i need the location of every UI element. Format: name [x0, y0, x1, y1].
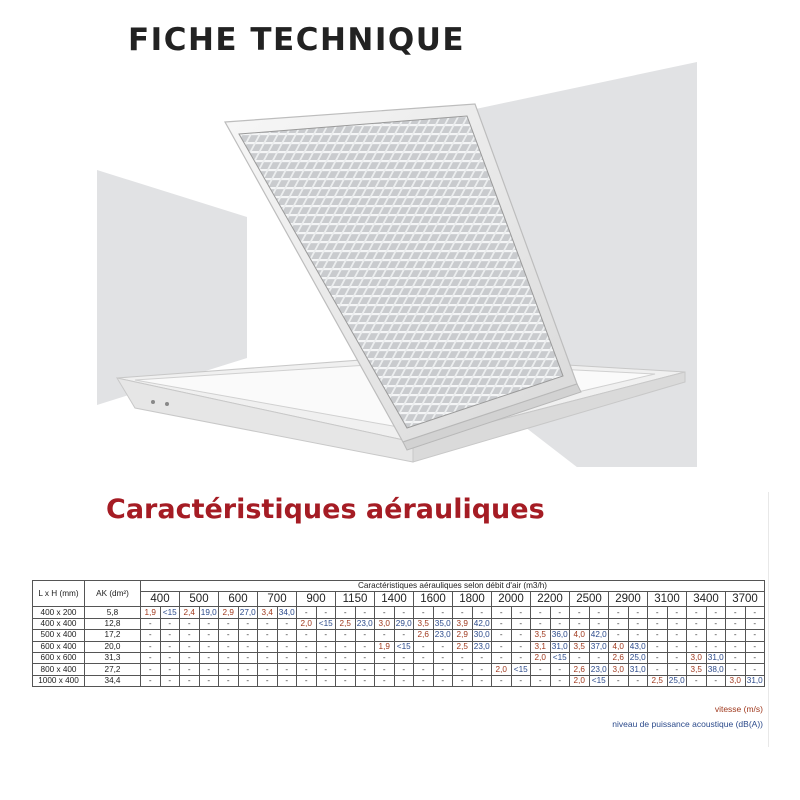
table-row [33, 675, 765, 686]
empty-cell: - [199, 664, 219, 675]
empty-cell: - [667, 630, 687, 641]
flow-header-cell: 2000 [492, 592, 531, 607]
empty-cell: - [531, 618, 551, 629]
velocity-cell: 3,0 [609, 664, 629, 675]
row-dimension: 1000 x 400 [33, 675, 85, 686]
acoustic-cell: <15 [511, 664, 531, 675]
empty-cell: - [492, 630, 512, 641]
empty-cell: - [160, 675, 180, 686]
empty-cell: - [297, 652, 317, 663]
empty-cell: - [219, 675, 239, 686]
empty-cell: - [375, 630, 395, 641]
empty-cell: - [238, 641, 258, 652]
velocity-cell: 3,0 [726, 675, 746, 686]
velocity-cell: 4,0 [609, 641, 629, 652]
flow-header-row [33, 592, 765, 607]
empty-cell: - [667, 618, 687, 629]
empty-cell: - [355, 630, 375, 641]
header-ak: AK (dm²) [85, 581, 141, 607]
velocity-cell: 2,0 [297, 618, 317, 629]
flow-header-cell: 3700 [726, 592, 765, 607]
row-dimension: 400 x 400 [33, 618, 85, 629]
acoustic-cell: 37,0 [590, 641, 607, 651]
empty-cell: - [628, 630, 648, 641]
empty-cell: - [355, 607, 375, 618]
empty-cell: - [258, 652, 278, 663]
airflow-table [32, 580, 765, 687]
empty-cell: - [160, 630, 180, 641]
row-dimension: 800 x 400 [33, 664, 85, 675]
empty-cell: - [687, 630, 707, 641]
empty-cell: - [219, 652, 239, 663]
empty-cell: - [355, 664, 375, 675]
empty-cell: - [433, 652, 453, 663]
empty-cell: - [160, 664, 180, 675]
row-ak: 20,0 [85, 641, 141, 652]
airflow-table-grid [32, 580, 765, 687]
acoustic-cell: 25,0 [629, 653, 646, 663]
empty-cell: - [706, 607, 726, 618]
empty-cell: - [706, 618, 726, 629]
empty-cell: - [141, 652, 161, 663]
empty-cell: - [570, 618, 590, 629]
empty-cell: - [375, 652, 395, 663]
empty-cell: - [180, 664, 200, 675]
empty-cell: - [219, 664, 239, 675]
empty-cell: - [745, 652, 765, 663]
header-dimensions: L x H (mm) [33, 581, 85, 607]
empty-cell: - [199, 641, 219, 652]
empty-cell: - [394, 664, 414, 675]
velocity-cell: 2,6 [570, 664, 590, 675]
acoustic-cell: 23,0 [356, 618, 373, 628]
flow-header-cell: 900 [297, 592, 336, 607]
velocity-cell: 3,5 [687, 664, 707, 675]
table-row [33, 664, 765, 675]
empty-cell: - [297, 641, 317, 652]
velocity-cell: 2,4 [180, 607, 200, 618]
empty-cell: - [687, 675, 707, 686]
empty-cell: - [258, 618, 278, 629]
acoustic-cell: 34,0 [278, 607, 295, 617]
empty-cell: - [453, 652, 473, 663]
empty-cell: - [238, 664, 258, 675]
velocity-cell: 2,5 [336, 618, 356, 629]
empty-cell: - [570, 652, 590, 663]
empty-cell: - [238, 618, 258, 629]
empty-cell: - [414, 664, 434, 675]
empty-cell: - [726, 652, 746, 663]
legend-acoustic: niveau de puissance acoustique (dB(A)) [612, 719, 763, 729]
empty-cell: - [628, 607, 648, 618]
empty-cell: - [375, 607, 395, 618]
table-row [33, 641, 765, 652]
empty-cell: - [355, 652, 375, 663]
velocity-cell: 2,9 [219, 607, 239, 618]
empty-cell: - [394, 652, 414, 663]
empty-cell: - [219, 630, 239, 641]
velocity-cell: 3,4 [258, 607, 278, 618]
empty-cell: - [492, 607, 512, 618]
empty-cell: - [316, 607, 336, 618]
acoustic-cell: <15 [160, 607, 180, 618]
flow-header-cell: 400 [141, 592, 180, 607]
empty-cell: - [511, 630, 531, 641]
page-title: FICHE TECHNIQUE [128, 22, 466, 58]
flow-header-cell: 3400 [687, 592, 726, 607]
empty-cell: - [726, 630, 746, 641]
empty-cell: - [550, 618, 570, 629]
empty-cell: - [219, 618, 239, 629]
empty-cell: - [414, 652, 434, 663]
empty-cell: - [745, 630, 765, 641]
empty-cell: - [687, 618, 707, 629]
velocity-cell: 2,6 [414, 630, 434, 641]
empty-cell: - [609, 618, 629, 629]
empty-cell: - [277, 618, 297, 629]
empty-cell: - [648, 664, 668, 675]
empty-cell: - [433, 607, 453, 618]
velocity-cell: 2,6 [609, 652, 629, 663]
empty-cell: - [316, 641, 336, 652]
empty-cell: - [531, 675, 551, 686]
empty-cell: - [511, 607, 531, 618]
empty-cell: - [706, 630, 726, 641]
acoustic-cell: 42,0 [590, 630, 607, 640]
flow-header-cell: 1800 [453, 592, 492, 607]
empty-cell: - [628, 618, 648, 629]
empty-cell: - [414, 641, 434, 652]
flow-header-cell: 2900 [609, 592, 648, 607]
empty-cell: - [316, 675, 336, 686]
empty-cell: - [453, 675, 473, 686]
velocity-cell: 1,9 [375, 641, 395, 652]
acoustic-cell: <15 [394, 641, 414, 652]
empty-cell: - [199, 652, 219, 663]
velocity-cell: 2,0 [531, 652, 551, 663]
empty-cell: - [589, 607, 609, 618]
empty-cell: - [609, 630, 629, 641]
empty-cell: - [726, 664, 746, 675]
empty-cell: - [433, 641, 453, 652]
empty-cell: - [745, 607, 765, 618]
acoustic-cell: 31,0 [707, 653, 724, 663]
empty-cell: - [375, 675, 395, 686]
empty-cell: - [667, 652, 687, 663]
acoustic-cell: 29,0 [395, 618, 412, 628]
empty-cell: - [667, 641, 687, 652]
empty-cell: - [648, 641, 668, 652]
empty-cell: - [648, 607, 668, 618]
acoustic-cell: <15 [316, 618, 336, 629]
acoustic-cell: <15 [550, 652, 570, 663]
flow-header-cell: 1150 [336, 592, 375, 607]
flow-header-cell: 2500 [570, 592, 609, 607]
velocity-cell: 2,5 [648, 675, 668, 686]
empty-cell: - [180, 618, 200, 629]
empty-cell: - [726, 607, 746, 618]
empty-cell: - [414, 607, 434, 618]
empty-cell: - [453, 607, 473, 618]
table-row [33, 607, 765, 618]
row-ak: 12,8 [85, 618, 141, 629]
acoustic-cell: 36,0 [551, 630, 568, 640]
empty-cell: - [297, 675, 317, 686]
empty-cell: - [394, 607, 414, 618]
header-airflow-group: Caractéristiques aérauliques selon débit d'air (m3/h) [141, 581, 765, 592]
grille-icon [95, 70, 695, 470]
empty-cell: - [589, 618, 609, 629]
empty-cell: - [336, 675, 356, 686]
empty-cell: - [141, 664, 161, 675]
empty-cell: - [745, 641, 765, 652]
flow-header-cell: 500 [180, 592, 219, 607]
empty-cell: - [180, 630, 200, 641]
velocity-cell: 3,5 [531, 630, 551, 641]
empty-cell: - [433, 664, 453, 675]
empty-cell: - [219, 641, 239, 652]
velocity-cell: 2,9 [453, 630, 473, 641]
velocity-cell: 2,5 [453, 641, 473, 652]
empty-cell: - [492, 652, 512, 663]
row-ak: 31,3 [85, 652, 141, 663]
velocity-cell: 3,0 [375, 618, 395, 629]
empty-cell: - [589, 652, 609, 663]
acoustic-cell: 27,0 [239, 607, 256, 617]
row-dimension: 600 x 600 [33, 652, 85, 663]
divider [768, 492, 769, 747]
empty-cell: - [336, 641, 356, 652]
acoustic-cell: 31,0 [551, 641, 568, 651]
legend [612, 702, 763, 732]
acoustic-cell: 35,0 [434, 618, 451, 628]
empty-cell: - [160, 652, 180, 663]
empty-cell: - [472, 664, 492, 675]
row-ak: 34,4 [85, 675, 141, 686]
empty-cell: - [238, 675, 258, 686]
empty-cell: - [667, 607, 687, 618]
empty-cell: - [297, 607, 317, 618]
acoustic-cell: 23,0 [590, 664, 607, 674]
acoustic-cell: 30,0 [473, 630, 490, 640]
empty-cell: - [336, 664, 356, 675]
empty-cell: - [531, 607, 551, 618]
empty-cell: - [355, 675, 375, 686]
row-dimension: 600 x 400 [33, 641, 85, 652]
row-ak: 27,2 [85, 664, 141, 675]
velocity-cell: 2,0 [570, 675, 590, 686]
acoustic-cell: 38,0 [707, 664, 724, 674]
row-dimension: 400 x 200 [33, 607, 85, 618]
empty-cell: - [160, 618, 180, 629]
empty-cell: - [433, 675, 453, 686]
empty-cell: - [336, 607, 356, 618]
empty-cell: - [199, 675, 219, 686]
empty-cell: - [180, 675, 200, 686]
empty-cell: - [453, 664, 473, 675]
empty-cell: - [492, 641, 512, 652]
table-row [33, 618, 765, 629]
velocity-cell: 3,5 [414, 618, 434, 629]
empty-cell: - [726, 618, 746, 629]
empty-cell: - [687, 641, 707, 652]
empty-cell: - [199, 630, 219, 641]
legend-velocity: vitesse (m/s) [714, 704, 763, 714]
empty-cell: - [336, 652, 356, 663]
empty-cell: - [258, 675, 278, 686]
empty-cell: - [706, 641, 726, 652]
empty-cell: - [141, 675, 161, 686]
flow-header-cell: 700 [258, 592, 297, 607]
empty-cell: - [667, 664, 687, 675]
acoustic-cell: 43,0 [629, 641, 646, 651]
velocity-cell: 3,0 [687, 652, 707, 663]
empty-cell: - [550, 675, 570, 686]
empty-cell: - [511, 652, 531, 663]
empty-cell: - [706, 675, 726, 686]
empty-cell: - [570, 607, 590, 618]
empty-cell: - [277, 664, 297, 675]
empty-cell: - [180, 641, 200, 652]
empty-cell: - [258, 630, 278, 641]
flow-header-cell: 600 [219, 592, 258, 607]
row-ak: 5,8 [85, 607, 141, 618]
acoustic-cell: 25,0 [668, 675, 685, 685]
flow-header-cell: 3100 [648, 592, 687, 607]
empty-cell: - [550, 664, 570, 675]
empty-cell: - [531, 664, 551, 675]
empty-cell: - [238, 630, 258, 641]
velocity-cell: 1,9 [141, 607, 161, 618]
acoustic-cell: 42,0 [473, 618, 490, 628]
table-row [33, 630, 765, 641]
empty-cell: - [375, 664, 395, 675]
empty-cell: - [297, 664, 317, 675]
empty-cell: - [297, 630, 317, 641]
acoustic-cell: 23,0 [434, 630, 451, 640]
flow-header-cell: 1600 [414, 592, 453, 607]
velocity-cell: 3,9 [453, 618, 473, 629]
empty-cell: - [180, 652, 200, 663]
velocity-cell: 3,1 [531, 641, 551, 652]
empty-cell: - [628, 675, 648, 686]
empty-cell: - [394, 675, 414, 686]
empty-cell: - [355, 641, 375, 652]
empty-cell: - [316, 664, 336, 675]
flow-header-cell: 1400 [375, 592, 414, 607]
empty-cell: - [648, 652, 668, 663]
empty-cell: - [511, 675, 531, 686]
velocity-cell: 3,5 [570, 641, 590, 652]
empty-cell: - [277, 641, 297, 652]
empty-cell: - [394, 630, 414, 641]
empty-cell: - [316, 630, 336, 641]
empty-cell: - [472, 607, 492, 618]
empty-cell: - [745, 618, 765, 629]
empty-cell: - [492, 675, 512, 686]
row-dimension: 500 x 400 [33, 630, 85, 641]
velocity-cell: 2,0 [492, 664, 512, 675]
empty-cell: - [492, 618, 512, 629]
row-ak: 17,2 [85, 630, 141, 641]
empty-cell: - [745, 664, 765, 675]
acoustic-cell: 31,0 [746, 675, 763, 685]
section-title: Caractéristiques aérauliques [106, 494, 545, 525]
empty-cell: - [316, 652, 336, 663]
empty-cell: - [648, 630, 668, 641]
flow-header-cell: 2200 [531, 592, 570, 607]
empty-cell: - [141, 618, 161, 629]
empty-cell: - [609, 607, 629, 618]
empty-cell: - [726, 641, 746, 652]
empty-cell: - [511, 641, 531, 652]
empty-cell: - [336, 630, 356, 641]
empty-cell: - [141, 641, 161, 652]
velocity-cell: 4,0 [570, 630, 590, 641]
empty-cell: - [414, 675, 434, 686]
empty-cell: - [277, 675, 297, 686]
acoustic-cell: 31,0 [629, 664, 646, 674]
empty-cell: - [472, 675, 492, 686]
empty-cell: - [472, 652, 492, 663]
empty-cell: - [550, 607, 570, 618]
empty-cell: - [648, 618, 668, 629]
empty-cell: - [258, 664, 278, 675]
empty-cell: - [160, 641, 180, 652]
empty-cell: - [199, 618, 219, 629]
empty-cell: - [277, 652, 297, 663]
empty-cell: - [277, 630, 297, 641]
empty-cell: - [687, 607, 707, 618]
acoustic-cell: 23,0 [473, 641, 490, 651]
empty-cell: - [511, 618, 531, 629]
table-row [33, 652, 765, 663]
empty-cell: - [258, 641, 278, 652]
empty-cell: - [141, 630, 161, 641]
acoustic-cell: 19,0 [200, 607, 217, 617]
empty-cell: - [609, 675, 629, 686]
acoustic-cell: <15 [589, 675, 609, 686]
empty-cell: - [238, 652, 258, 663]
